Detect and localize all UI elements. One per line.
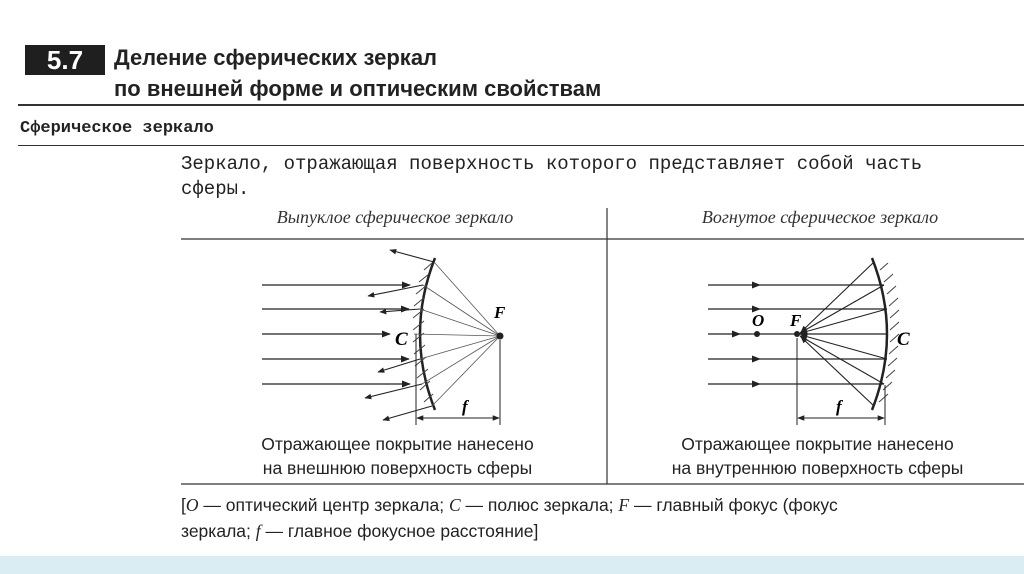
concave-desc-line-1: Отражающее покрытие нанесено [681,434,954,454]
concave-mirror-diagram [708,258,910,425]
convex-focus-point [497,333,504,340]
concave-label-c: C [897,329,910,350]
section-number-badge: 5.7 [25,45,105,75]
concave-focus-point [794,331,800,337]
convex-label-c: C [395,329,408,350]
concave-label-f: F [790,311,802,330]
definition-line-2: сферы. [181,178,250,200]
convex-label-focal: f [462,397,468,416]
title-line-1: Деление сферических зеркал [114,45,438,70]
definition-line-1: Зеркало, отражающая поверхность которого представляет собой часть [181,153,923,175]
legend-text [181,492,838,544]
convex-desc-line-1: Отражающее покрытие нанесено [261,434,534,454]
convex-desc-line-2: на внешнюю поверхность сферы [262,458,533,478]
footer-bar [0,556,1024,574]
legend-line-2: зеркала; f — главное фокусное расстояние] [181,521,539,541]
convex-label-f: F [494,303,506,322]
convex-caption: Выпуклое сферическое зеркало [276,207,514,227]
legend-line-1: [O — оптический центр зеркала; C — полюс зеркала; F — главный фокус (фокус [181,495,838,515]
convex-mirror-diagram [262,250,506,425]
concave-desc-line-2: на внутреннюю поверхность сферы [671,458,964,478]
concave-caption: Вогнутое сферическое зеркало [701,207,939,227]
convex-description [200,432,595,480]
section-heading: Сферическое зеркало [20,119,214,138]
concave-description [620,432,1015,480]
concave-label-o: O [752,311,765,330]
concave-center-point [754,331,760,337]
title-line-2: по внешней форме и оптическим свойствам [114,76,602,101]
concave-label-focal: f [836,397,842,416]
